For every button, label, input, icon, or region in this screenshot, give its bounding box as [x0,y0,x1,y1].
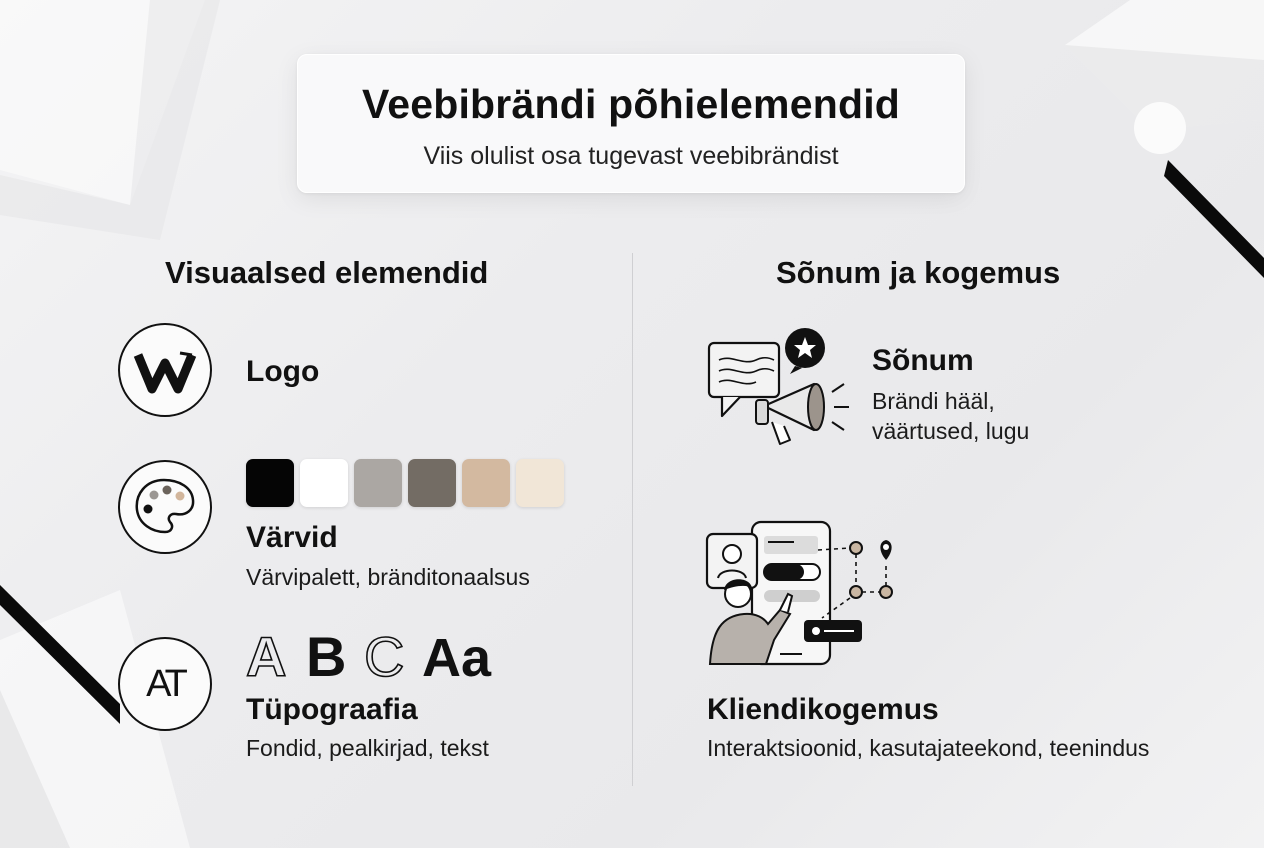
typography-icon [118,637,212,731]
colors-description: Värvipalett, bränditonaalsus [246,564,530,590]
typography-icon-text: AT [146,663,184,705]
typography-label: Tüpograafia [246,693,418,726]
page-subtitle: Viis olulist osa tugevast veebibrändist [423,142,839,170]
message-experience-heading: Sõnum ja kogemus [776,255,1061,290]
palette-icon [118,460,212,554]
message-description-line1: Brändi hääl, [872,388,995,414]
visual-elements-heading: Visuaalsed elemendid [165,255,489,290]
column-divider [632,253,633,786]
sample-letter-c-outline: C [364,626,405,684]
page-title: Veebibrändi põhielemendid [361,81,901,127]
message-description-line2: väärtused, lugu [872,418,1030,444]
sample-aa-bold: Aa [422,628,492,684]
customer-journey-icon [704,518,904,668]
megaphone-icon [706,326,856,450]
sample-letter-b-bold: B [306,626,347,684]
color-swatch-taupe [408,459,456,507]
color-swatch-gray [354,459,402,507]
typography-samples [244,626,504,684]
color-swatch-white [300,459,348,507]
colors-label: Värvid [246,521,338,554]
sample-letter-a-outline: A [246,626,287,684]
title-card [297,54,965,193]
color-swatch-beige [462,459,510,507]
color-swatch-cream [516,459,564,507]
message-label: Sõnum [872,344,974,377]
customer-experience-description: Interaktsioonid, kasutajateekond, teenindus [707,735,1150,761]
color-swatch-black [246,459,294,507]
customer-experience-label: Kliendikogemus [707,693,939,726]
typography-description: Fondid, pealkirjad, tekst [246,735,489,761]
w-logo-icon [118,323,212,417]
logo-label: Logo [246,355,320,388]
